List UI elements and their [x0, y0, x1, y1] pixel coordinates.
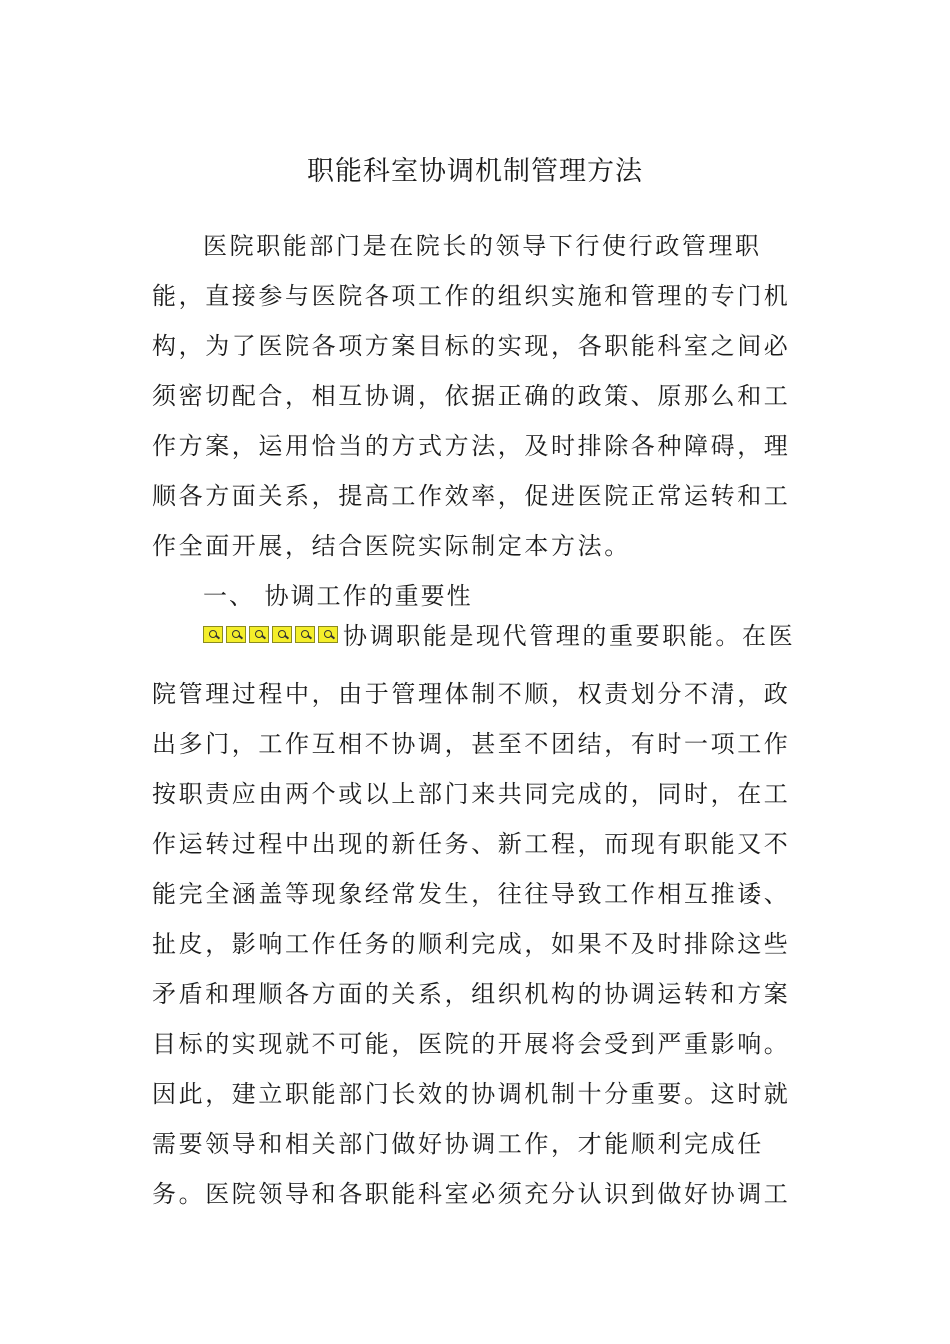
- paragraph-line: 目标的实现就不可能，医院的开展将会受到严重影响。: [152, 1030, 791, 1058]
- paragraph-line: 扯皮，影响工作任务的顺利完成，如果不及时排除这些: [152, 930, 791, 958]
- paragraph-line: 能，直接参与医院各项工作的组织实施和管理的专门机: [152, 282, 791, 310]
- paragraph-line: 院管理过程中，由于管理体制不顺，权责划分不清，政: [152, 680, 791, 708]
- paragraph-line: 须密切配合，相互协调，依据正确的政策、原那么和工: [152, 382, 791, 410]
- paragraph-line: 能完全涵盖等现象经常发生，往往导致工作相互推诿、: [152, 880, 791, 908]
- search-marker-icon: [295, 626, 315, 643]
- document-title: 职能科室协调机制管理方法: [307, 156, 643, 187]
- paragraph-line: 务。医院领导和各职能科室必须充分认识到做好协调工: [152, 1180, 791, 1208]
- search-marker-icon: [249, 626, 269, 643]
- search-marker-icon: [203, 626, 223, 643]
- paragraph-line: 医院职能部门是在院长的领导下行使行政管理职: [203, 232, 762, 260]
- search-marker-icon: [318, 626, 338, 643]
- paragraph-line: 需要领导和相关部门做好协调工作，才能顺利完成任: [152, 1130, 764, 1158]
- paragraph-line: 顺各方面关系，提高工作效率，促进医院正常运转和工: [152, 482, 791, 510]
- paragraph-line: 构，为了医院各项方案目标的实现，各职能科室之间必: [152, 332, 791, 360]
- search-marker-icon: [226, 626, 246, 643]
- paragraph-line: 矛盾和理顺各方面的关系，组织机构的协调运转和方案: [152, 980, 791, 1008]
- paragraph-line: 出多门，工作互相不协调，甚至不团结，有时一项工作: [152, 730, 791, 758]
- paragraph-line: 按职责应由两个或以上部门来共同完成的，同时，在工: [152, 780, 791, 808]
- paragraph-importance-first-line: [203, 618, 796, 654]
- paragraph-line: 作运转过程中出现的新任务、新工程，而现有职能又不: [152, 830, 791, 858]
- search-marker-icon: [272, 626, 292, 643]
- marker-group: [203, 626, 341, 644]
- paragraph-line: 因此，建立职能部门长效的协调机制十分重要。这时就: [152, 1080, 791, 1108]
- paragraph-line: 作全面开展，结合医院实际制定本方法。: [152, 532, 631, 560]
- paragraph-first-line-text: 协调职能是现代管理的重要职能。在医: [343, 622, 796, 650]
- paragraph-line: 作方案，运用恰当的方式方法，及时排除各种障碍，理: [152, 432, 791, 460]
- section-heading-1: 一、 协调工作的重要性: [203, 582, 473, 610]
